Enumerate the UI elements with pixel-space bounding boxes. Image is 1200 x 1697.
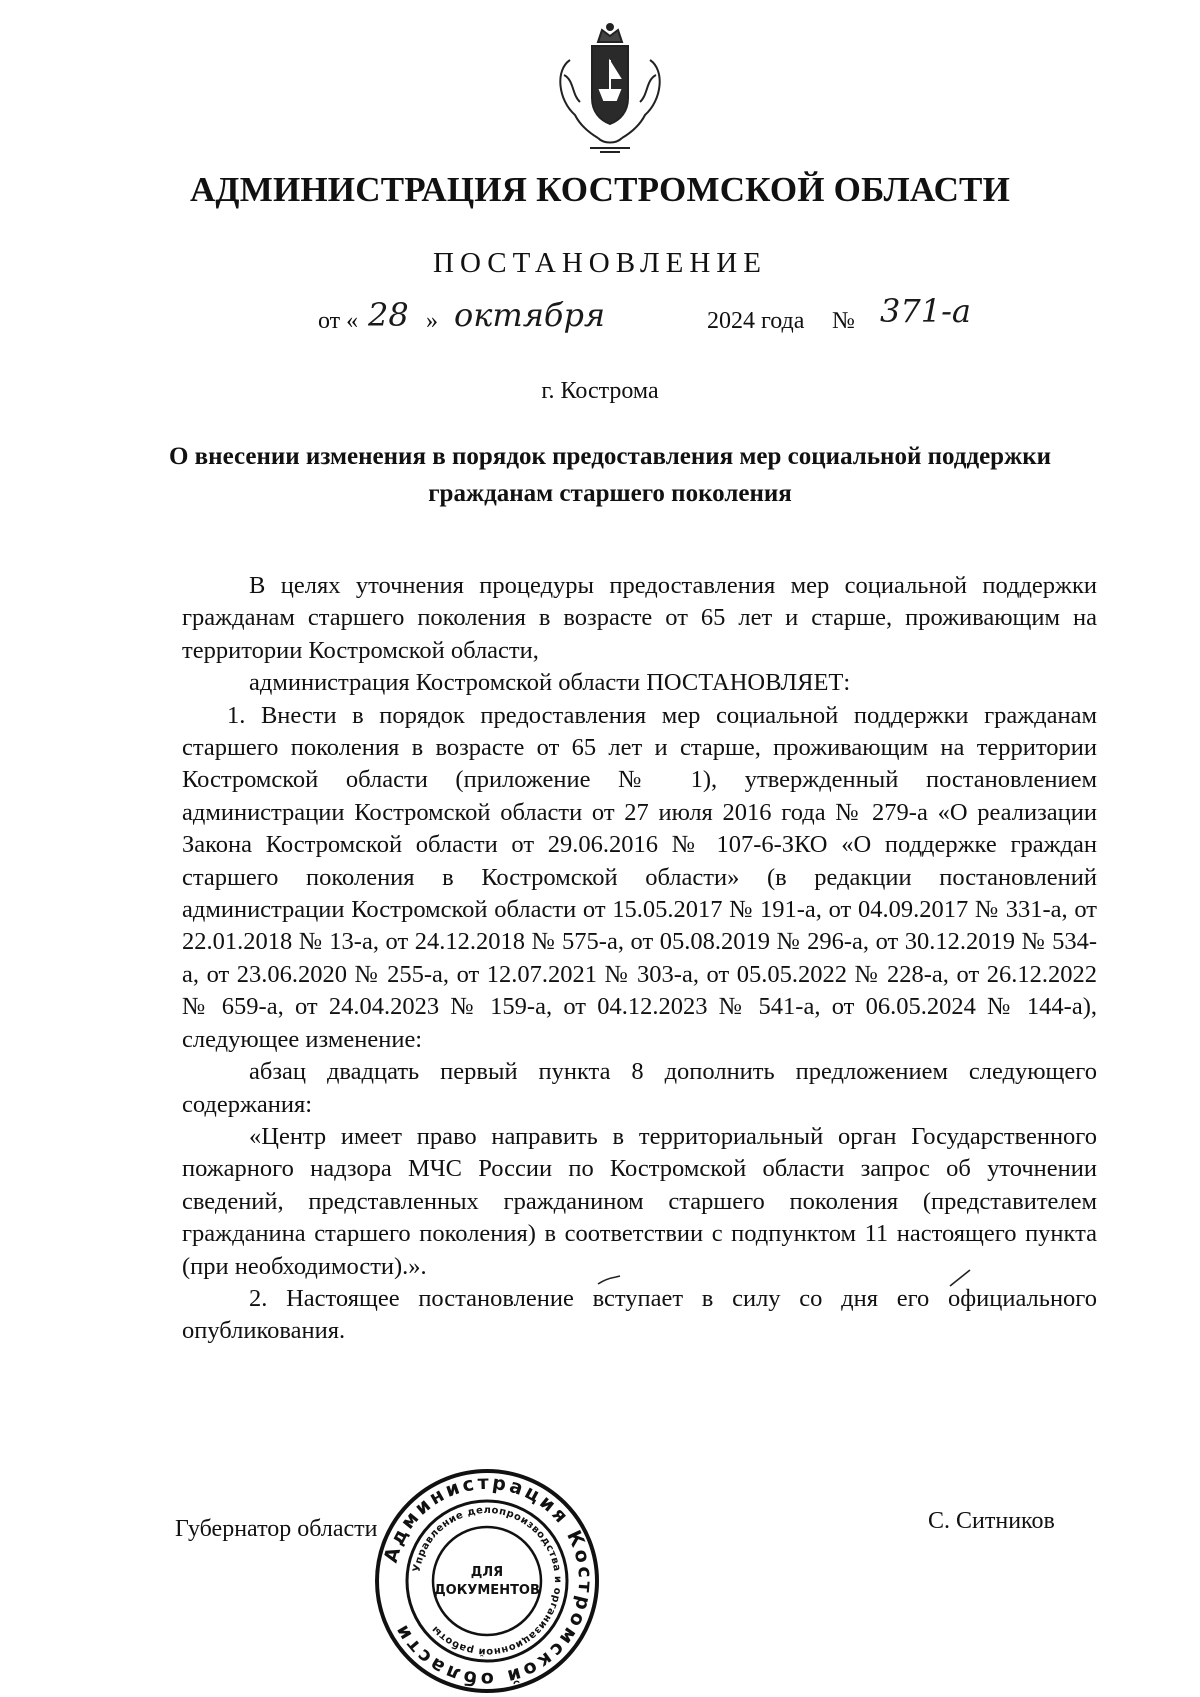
document-type: ПОСТАНОВЛЕНИЕ: [433, 247, 767, 279]
body-paragraph: администрация Костромской области ПОСТАНОВЛЯЕТ:: [249, 669, 851, 697]
document-body: [182, 570, 1097, 1348]
organization-title: АДМИНИСТРАЦИЯ КОСТРОМСКОЙ ОБЛАСТИ: [189, 170, 1011, 209]
date-month: октября: [454, 296, 606, 334]
document-number-sign: №: [832, 308, 855, 334]
svg-text:Управление делопроизводства и: Управление делопроизводства и организационной работы: [411, 1504, 564, 1658]
signatory-name: С. Ситников: [928, 1508, 1055, 1534]
pen-mark: [596, 1272, 622, 1288]
date-year: 2024 года: [707, 308, 805, 334]
date-prefix: от «: [318, 308, 359, 334]
city: г. Кострома: [541, 378, 659, 404]
body-paragraph: 2. Настоящее постановление вступает в силу со дня его официального опубликования.: [182, 1284, 1097, 1345]
document-number: 371-а: [880, 292, 971, 330]
coat-of-arms-emblem: [550, 20, 670, 160]
svg-text:Администрация Костромской обла: Администрация Костромской области: [379, 1471, 597, 1691]
pen-mark: [948, 1266, 972, 1288]
date-quote-close: »: [426, 308, 438, 334]
body-paragraph: «Центр имеет право направить в территориальный орган Государственного пожарного надзора МЧС России по Костромской области запрос об уточнении сведений, представленных гражданином старшего поколения (представителем гражданина старшего поколения) в соответствии с подпунктом 11 настоящего пункта (при необходимости).».: [182, 1122, 1097, 1280]
svg-text:ДОКУМЕНТОВ: ДОКУМЕНТОВ: [434, 1583, 540, 1598]
document-subject: О внесении изменения в порядок предоставления мер социальной поддержки гражданам старшего поколения: [168, 443, 1052, 507]
official-stamp: [372, 1466, 602, 1696]
svg-text:ДЛЯ: ДЛЯ: [470, 1565, 504, 1580]
body-paragraph: абзац двадцать первый пункта 8 дополнить предложением следующего содержания:: [182, 1058, 1097, 1118]
signatory-position: Губернатор области: [175, 1516, 378, 1542]
body-paragraph: 1. Внести в порядок предоставления мер социальной поддержки гражданам старшего поколения в возрасте от 65 лет и старше, проживающим на территории Костромской области (приложение № 1), утвержденный постановлением администрации Костромской области от 27 июля 2016 года № 279-а «О реализации Закона Костромской области от 29.06.2016 № 107-6-ЗКО «О поддержке граждан старшего поколения в Костромской области» (в редакции постановлений администрации Костромской области от 15.05.2017 № 191-а, от 04.09.2017 № 331-а, от 22.01.2018 № 13-а, от 24.12.2018 № 575-а, от 05.08.2019 № 296-а, от 30.12.2019 № 534-а, от 23.06.2020 № 255-а, от 12.07.2021 № 303-а, от 05.05.2022 № 228-а, от 26.12.2022 № 659-а, от 24.04.2023 № 159-а, от 04.12.2023 № 541-а, от 06.05.2024 № 144-а), следующее изменение:: [182, 701, 1097, 1053]
date-day: 28: [368, 296, 409, 334]
body-paragraph: В целях уточнения процедуры предоставления мер социальной поддержки гражданам старшего поколения в возрасте от 65 лет и старше, проживающим на территории Костромской области,: [182, 572, 1097, 664]
